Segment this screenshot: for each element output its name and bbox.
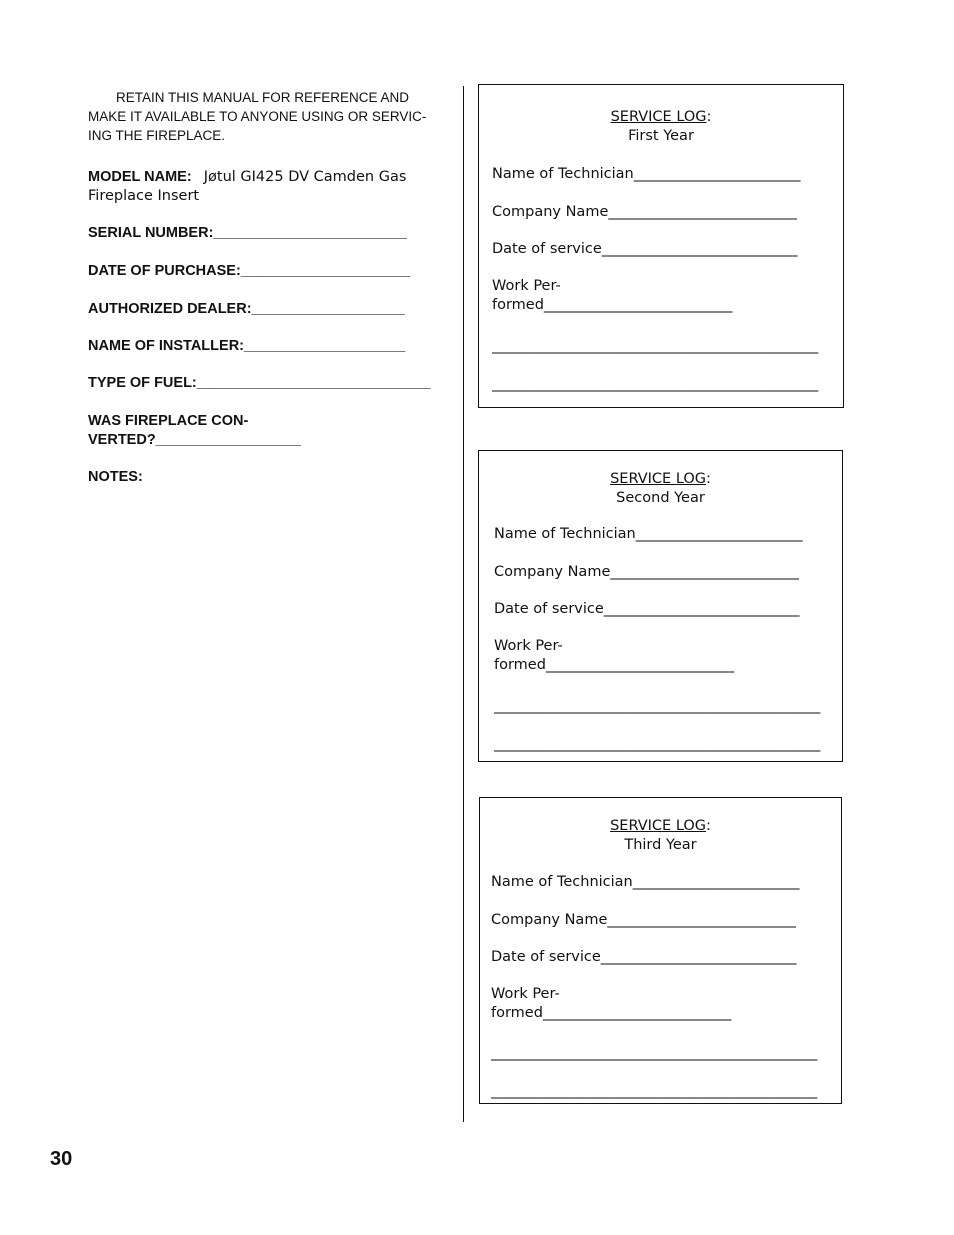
service-log-year: Third Year: [624, 837, 697, 853]
installer-field: NAME OF INSTALLER:____________________: [88, 338, 406, 354]
date-of-purchase-field: DATE OF PURCHASE:_____________________: [88, 263, 411, 279]
service-log-title: SERVICE LOG: [610, 471, 707, 487]
type-of-fuel-field: TYPE OF FUEL:_____________________________: [88, 375, 431, 391]
model-name-label: MODEL NAME:: [88, 169, 192, 185]
service-log-colon: :: [706, 109, 712, 125]
serial-number-field: SERIAL NUMBER:________________________: [88, 225, 407, 241]
service-log-heading: [479, 108, 843, 146]
service-log-third-year: [479, 797, 842, 1104]
technician-line: Name of Technician_______________________: [492, 166, 801, 182]
technician-line: Name of Technician_______________________: [491, 874, 800, 890]
work-performed-line2: formed__________________________: [494, 657, 735, 673]
company-line: Company Name__________________________: [491, 912, 796, 928]
service-log-heading: [480, 817, 841, 855]
service-log-colon: :: [706, 818, 711, 834]
service-log-title: SERVICE LOG: [610, 109, 707, 125]
page-number: 30: [50, 1148, 73, 1170]
retain-text: RETAIN THIS MANUAL FOR REFERENCE AND MAKE IT AVAILABLE TO ANYONE USING OR SERVIC-ING THE FIREPLACE.: [88, 90, 427, 143]
model-name-value: Jøtul GI425 DV Camden Gas Fireplace Insert: [88, 169, 411, 204]
blank-line: _____________________________________________: [494, 698, 821, 714]
blank-line: _____________________________________________: [494, 736, 821, 752]
converted-field-line1: WAS FIREPLACE CON-: [88, 413, 249, 429]
date-of-service-line: Date of service___________________________: [491, 949, 797, 965]
service-log-year: Second Year: [616, 490, 705, 506]
service-log-heading: [479, 470, 842, 508]
date-of-service-line: Date of service___________________________: [492, 241, 798, 257]
blank-line: _____________________________________________: [491, 1045, 818, 1061]
converted-field-line2: VERTED?__________________: [88, 432, 301, 448]
work-performed-line2: formed__________________________: [491, 1005, 732, 1021]
date-of-service-line: Date of service___________________________: [494, 601, 800, 617]
work-performed-line1: Work Per-: [491, 986, 560, 1002]
service-log-colon: :: [706, 471, 711, 487]
service-log-first-year: [478, 84, 844, 408]
service-log-title: SERVICE LOG: [610, 818, 707, 834]
retain-notice: [88, 88, 438, 145]
service-log-second-year: [478, 450, 843, 762]
company-line: Company Name__________________________: [494, 564, 799, 580]
blank-line: _____________________________________________: [492, 338, 819, 354]
column-divider: [463, 86, 464, 1122]
blank-line: _____________________________________________: [492, 376, 819, 392]
work-performed-line1: Work Per-: [494, 638, 563, 654]
service-log-year: First Year: [628, 128, 694, 144]
authorized-dealer-field: AUTHORIZED DEALER:___________________: [88, 301, 405, 317]
technician-line: Name of Technician_______________________: [494, 526, 803, 542]
notes-label: NOTES:: [88, 469, 143, 485]
model-name-field: [88, 168, 438, 206]
work-performed-line1: Work Per-: [492, 278, 561, 294]
company-line: Company Name__________________________: [492, 204, 797, 220]
work-performed-line2: formed__________________________: [492, 297, 733, 313]
blank-line: _____________________________________________: [491, 1083, 818, 1099]
